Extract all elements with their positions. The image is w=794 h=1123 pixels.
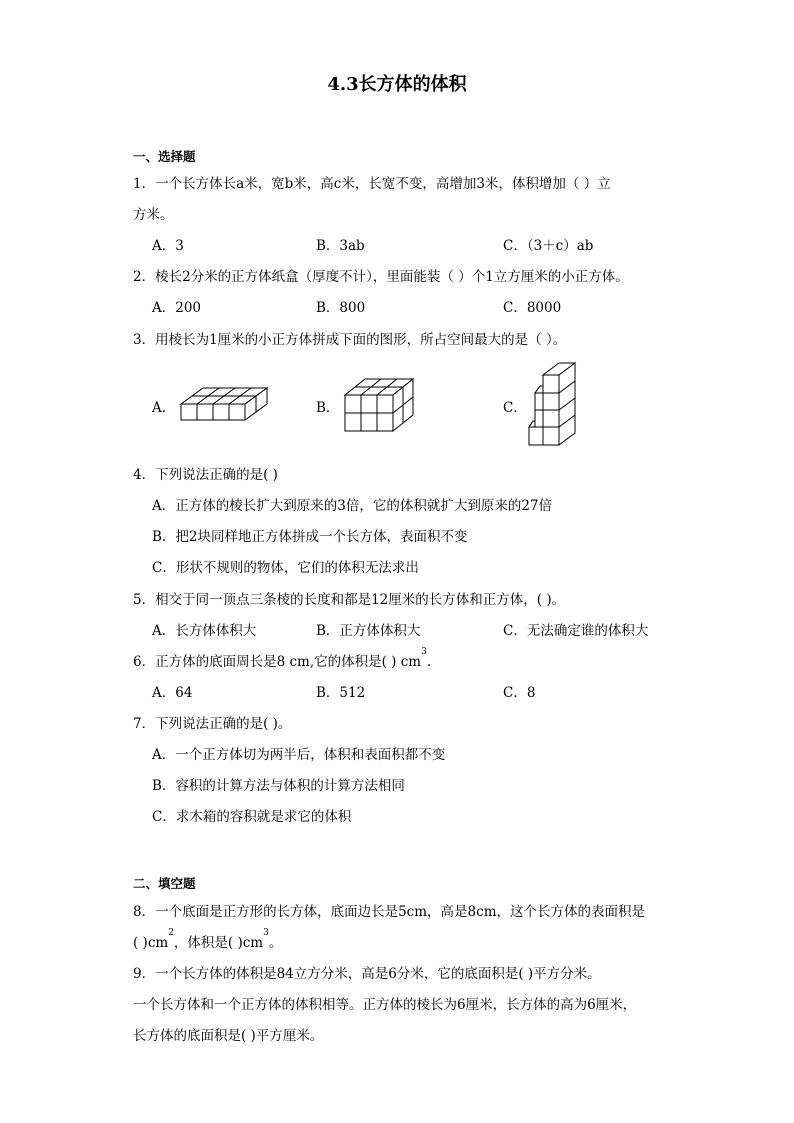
- question-3-option-a: A．: [152, 400, 176, 416]
- question-4-option-b: B．把2块同样地正方体拼成一个长方体，表面积不变: [152, 529, 468, 545]
- question-6-text-end: .: [426, 654, 432, 670]
- question-3-option-c: C．: [503, 400, 527, 416]
- question-2-option-c: C．8000: [503, 300, 562, 316]
- question-6-option-a: A．64: [152, 685, 193, 701]
- section-title-fill: 二、填空题: [133, 876, 196, 891]
- question-7-option-a: A．一个正方体切为两半后，体积和表面积都不变: [152, 747, 446, 763]
- question-7-option-b: B．容积的计算方法与体积的计算方法相同: [152, 778, 405, 794]
- question-5-option-a: A．长方体体积大: [152, 623, 257, 639]
- question-8-superscript-2: 3: [263, 928, 269, 938]
- question-6-superscript: 3: [421, 647, 427, 657]
- question-5-text: 5．相交于同一顶点三条棱的长度和都是12厘米的长方体和正方体，( )。: [133, 592, 566, 608]
- question-8-blank-1: ( )cm: [133, 935, 169, 951]
- question-7-option-c: C．求木箱的容积就是求它的体积: [152, 809, 352, 825]
- question-8-line-2: [133, 928, 283, 951]
- question-3-option-b: B．: [316, 400, 340, 416]
- question-9-line-3: 长方体的底面积是( )平方厘米。: [133, 1028, 324, 1044]
- question-2-text: 2．棱长2分米的正方体纸盒（厚度不计），里面能装（ ）个1立方厘米的小正方体。: [133, 269, 629, 285]
- question-4-option-c: C．形状不规则的物体，它们的体积无法求出: [152, 560, 419, 576]
- question-1-line-2: 方米。: [133, 207, 174, 223]
- question-6-option-c: C．8: [503, 685, 536, 701]
- question-4-text: 4．下列说法正确的是( ): [133, 467, 278, 483]
- question-8-line-1: 8．一个底面是正方形的长方体，底面边长是5cm，高是8cm，这个长方体的表面积是: [133, 904, 645, 920]
- question-9-line-2: 一个长方体和一个正方体的体积相等。正方体的棱长为6厘米，长方体的高为6厘米，: [133, 997, 637, 1013]
- question-7-text: 7．下列说法正确的是( )。: [133, 716, 292, 732]
- question-2-option-b: B．800: [316, 300, 366, 316]
- question-1-line-1: 1．一个长方体长a米，宽b米，高c米，长宽不变，高增加3米，体积增加（ ）立: [133, 176, 611, 192]
- question-1-option-b: B．3ab: [316, 238, 365, 254]
- question-8-end: 。: [268, 935, 283, 951]
- figure-a-cube-slab: [178, 383, 270, 425]
- question-4-option-a: A．正方体的棱长扩大到原来的3倍，它的体积就扩大到原来的27倍: [152, 498, 553, 514]
- page-title: 4.3长方体的体积: [327, 74, 467, 95]
- question-8-blank-2: ，体积是( )cm: [173, 935, 264, 951]
- question-5-option-c: C．无法确定谁的体积大: [503, 623, 649, 639]
- question-8-superscript-1: 2: [168, 928, 174, 938]
- question-6-text: [133, 647, 432, 670]
- question-1-option-c: C．（3＋c）ab: [503, 238, 594, 254]
- figure-b-cube-block: [343, 375, 417, 435]
- question-2-option-a: A．200: [152, 300, 202, 316]
- question-6-option-b: B．512: [316, 685, 366, 701]
- question-9-line-1: 9．一个长方体的体积是84立方分米，高是6分米，它的底面积是( )平方分米。: [133, 966, 601, 982]
- figure-c-cube-tower: [527, 355, 585, 450]
- question-1-option-a: A．3: [152, 238, 184, 254]
- question-3-text: 3．用棱长为1厘米的小正方体拼成下面的图形，所占空间最大的是（ ）。: [133, 332, 567, 348]
- question-5-option-b: B．正方体体积大: [316, 623, 421, 639]
- question-6-text-main: 6．正方体的底面周长是8 cm,它的体积是( ) cm: [133, 654, 422, 670]
- section-title-choice: 一、选择题: [133, 149, 196, 164]
